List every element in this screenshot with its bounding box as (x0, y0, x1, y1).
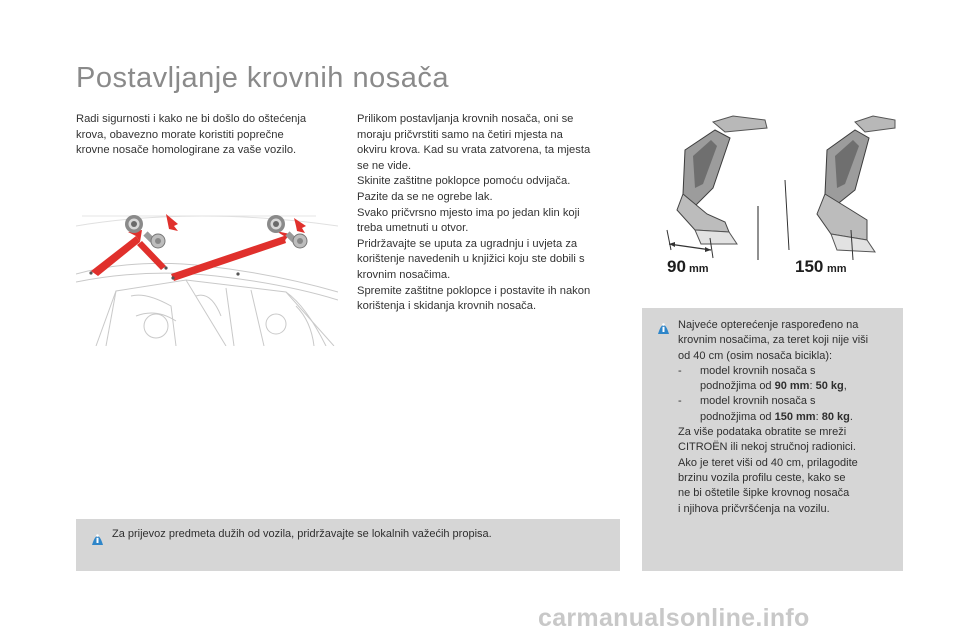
instructions-line: krovnim nosačima. (357, 268, 451, 281)
instructions-line: treba umetnuti u otvor. (357, 222, 469, 235)
note-line: Za više podataka obratite se mreži (678, 426, 847, 439)
intro-paragraph (76, 112, 326, 159)
list-item-end: . (849, 410, 853, 423)
rack-label-unit: mm (827, 263, 847, 275)
list-item (678, 394, 900, 425)
instructions-paragraph (357, 112, 625, 315)
watermark: carmanualsonline.info (538, 604, 810, 632)
car-roof-fixing-illustration (76, 196, 338, 346)
instructions-line: Pridržavajte se uputa za ugradnju i uvjeta za (357, 237, 578, 250)
instructions-line: korištenje navedenih u knjižici koju ste dobili s (357, 253, 585, 266)
rack-label-value: 90 (667, 257, 686, 276)
list-item-sep: : (815, 410, 822, 423)
page-title: Postavljanje krovnih nosača (76, 62, 449, 94)
instructions-line: okviru krova. Kad su vrata zatvorena, ta mjesta (357, 144, 591, 157)
intro-line: krovne nosače homologirane za vaše vozilo. (76, 144, 297, 157)
list-item-sep: : (809, 380, 816, 393)
list-dash: - (678, 395, 682, 408)
list-item-line: model krovnih nosača s (700, 364, 816, 377)
info-icon (656, 320, 671, 335)
instructions-line: Skinite zaštitne poklopce pomoću odvijača. (357, 175, 571, 188)
info-icon (90, 531, 105, 546)
instructions-line: Spremite zaštitne poklopce i postavite ih nakon (357, 284, 591, 297)
transport-note-text: Za prijevoz predmeta dužih od vozila, pridržavajte se lokalnih važećih propisa. (112, 528, 492, 540)
instructions-line: Pazite da se ne ogrebe lak. (357, 190, 493, 203)
instructions-line: korištenja i skidanja krovnih nosača. (357, 300, 537, 313)
max-load-value: 80 kg (821, 410, 850, 423)
list-item-line: model krovnih nosača s (700, 395, 816, 408)
foot-height-value: 90 mm (774, 380, 810, 393)
note-line: Ako je teret viši od 40 cm, prilagodite (678, 456, 858, 469)
foot-height-value: 150 mm (774, 410, 816, 423)
intro-line: Radi sigurnosti i kako ne bi došlo do oštećenja (76, 113, 307, 125)
max-load-value: 50 kg (815, 380, 844, 393)
instructions-line: Prilikom postavljanja krovnih nosača, oni se (357, 113, 574, 125)
list-item-line (700, 379, 847, 394)
note-line: ne bi oštetile šipke krovnog nosača (678, 487, 850, 500)
transport-note (76, 519, 620, 571)
list-item-prefix: podnožjima od (700, 380, 775, 393)
note-line: i njihova pričvršćenja na vozilu. (678, 502, 830, 515)
rack-foot-150 (785, 116, 895, 276)
rack-foot-90 (667, 116, 767, 276)
load-limit-note (642, 308, 903, 571)
load-limit-text (678, 318, 900, 517)
list-item (678, 364, 900, 395)
instructions-line: Svako pričvrsno mjesto ima po jedan klin koji (357, 206, 580, 219)
note-line: CITROËN ili nekoj stručnoj radionici. (678, 441, 856, 454)
list-dash: - (678, 364, 682, 377)
rack-label-value: 150 (795, 257, 824, 276)
instructions-line: moraju pričvrstiti samo na četiri mjesta na (357, 128, 563, 141)
roof-rack-feet-illustration (655, 110, 905, 288)
list-item-end: , (843, 380, 847, 393)
note-line: brzinu vozila profilu ceste, kako se (678, 471, 846, 484)
note-line: od 40 cm (osim nosača bicikla): (678, 349, 833, 362)
instructions-line: se ne vide. (357, 159, 412, 172)
list-item-line (700, 410, 853, 425)
note-line: krovnim nosačima, za teret koji nije viši (678, 334, 869, 347)
rack-label-unit: mm (689, 263, 709, 275)
note-line: Najveće opterećenje raspoređeno na (678, 319, 859, 331)
intro-line: krova, obavezno morate koristiti poprečne (76, 128, 284, 141)
list-item-prefix: podnožjima od (700, 410, 775, 423)
